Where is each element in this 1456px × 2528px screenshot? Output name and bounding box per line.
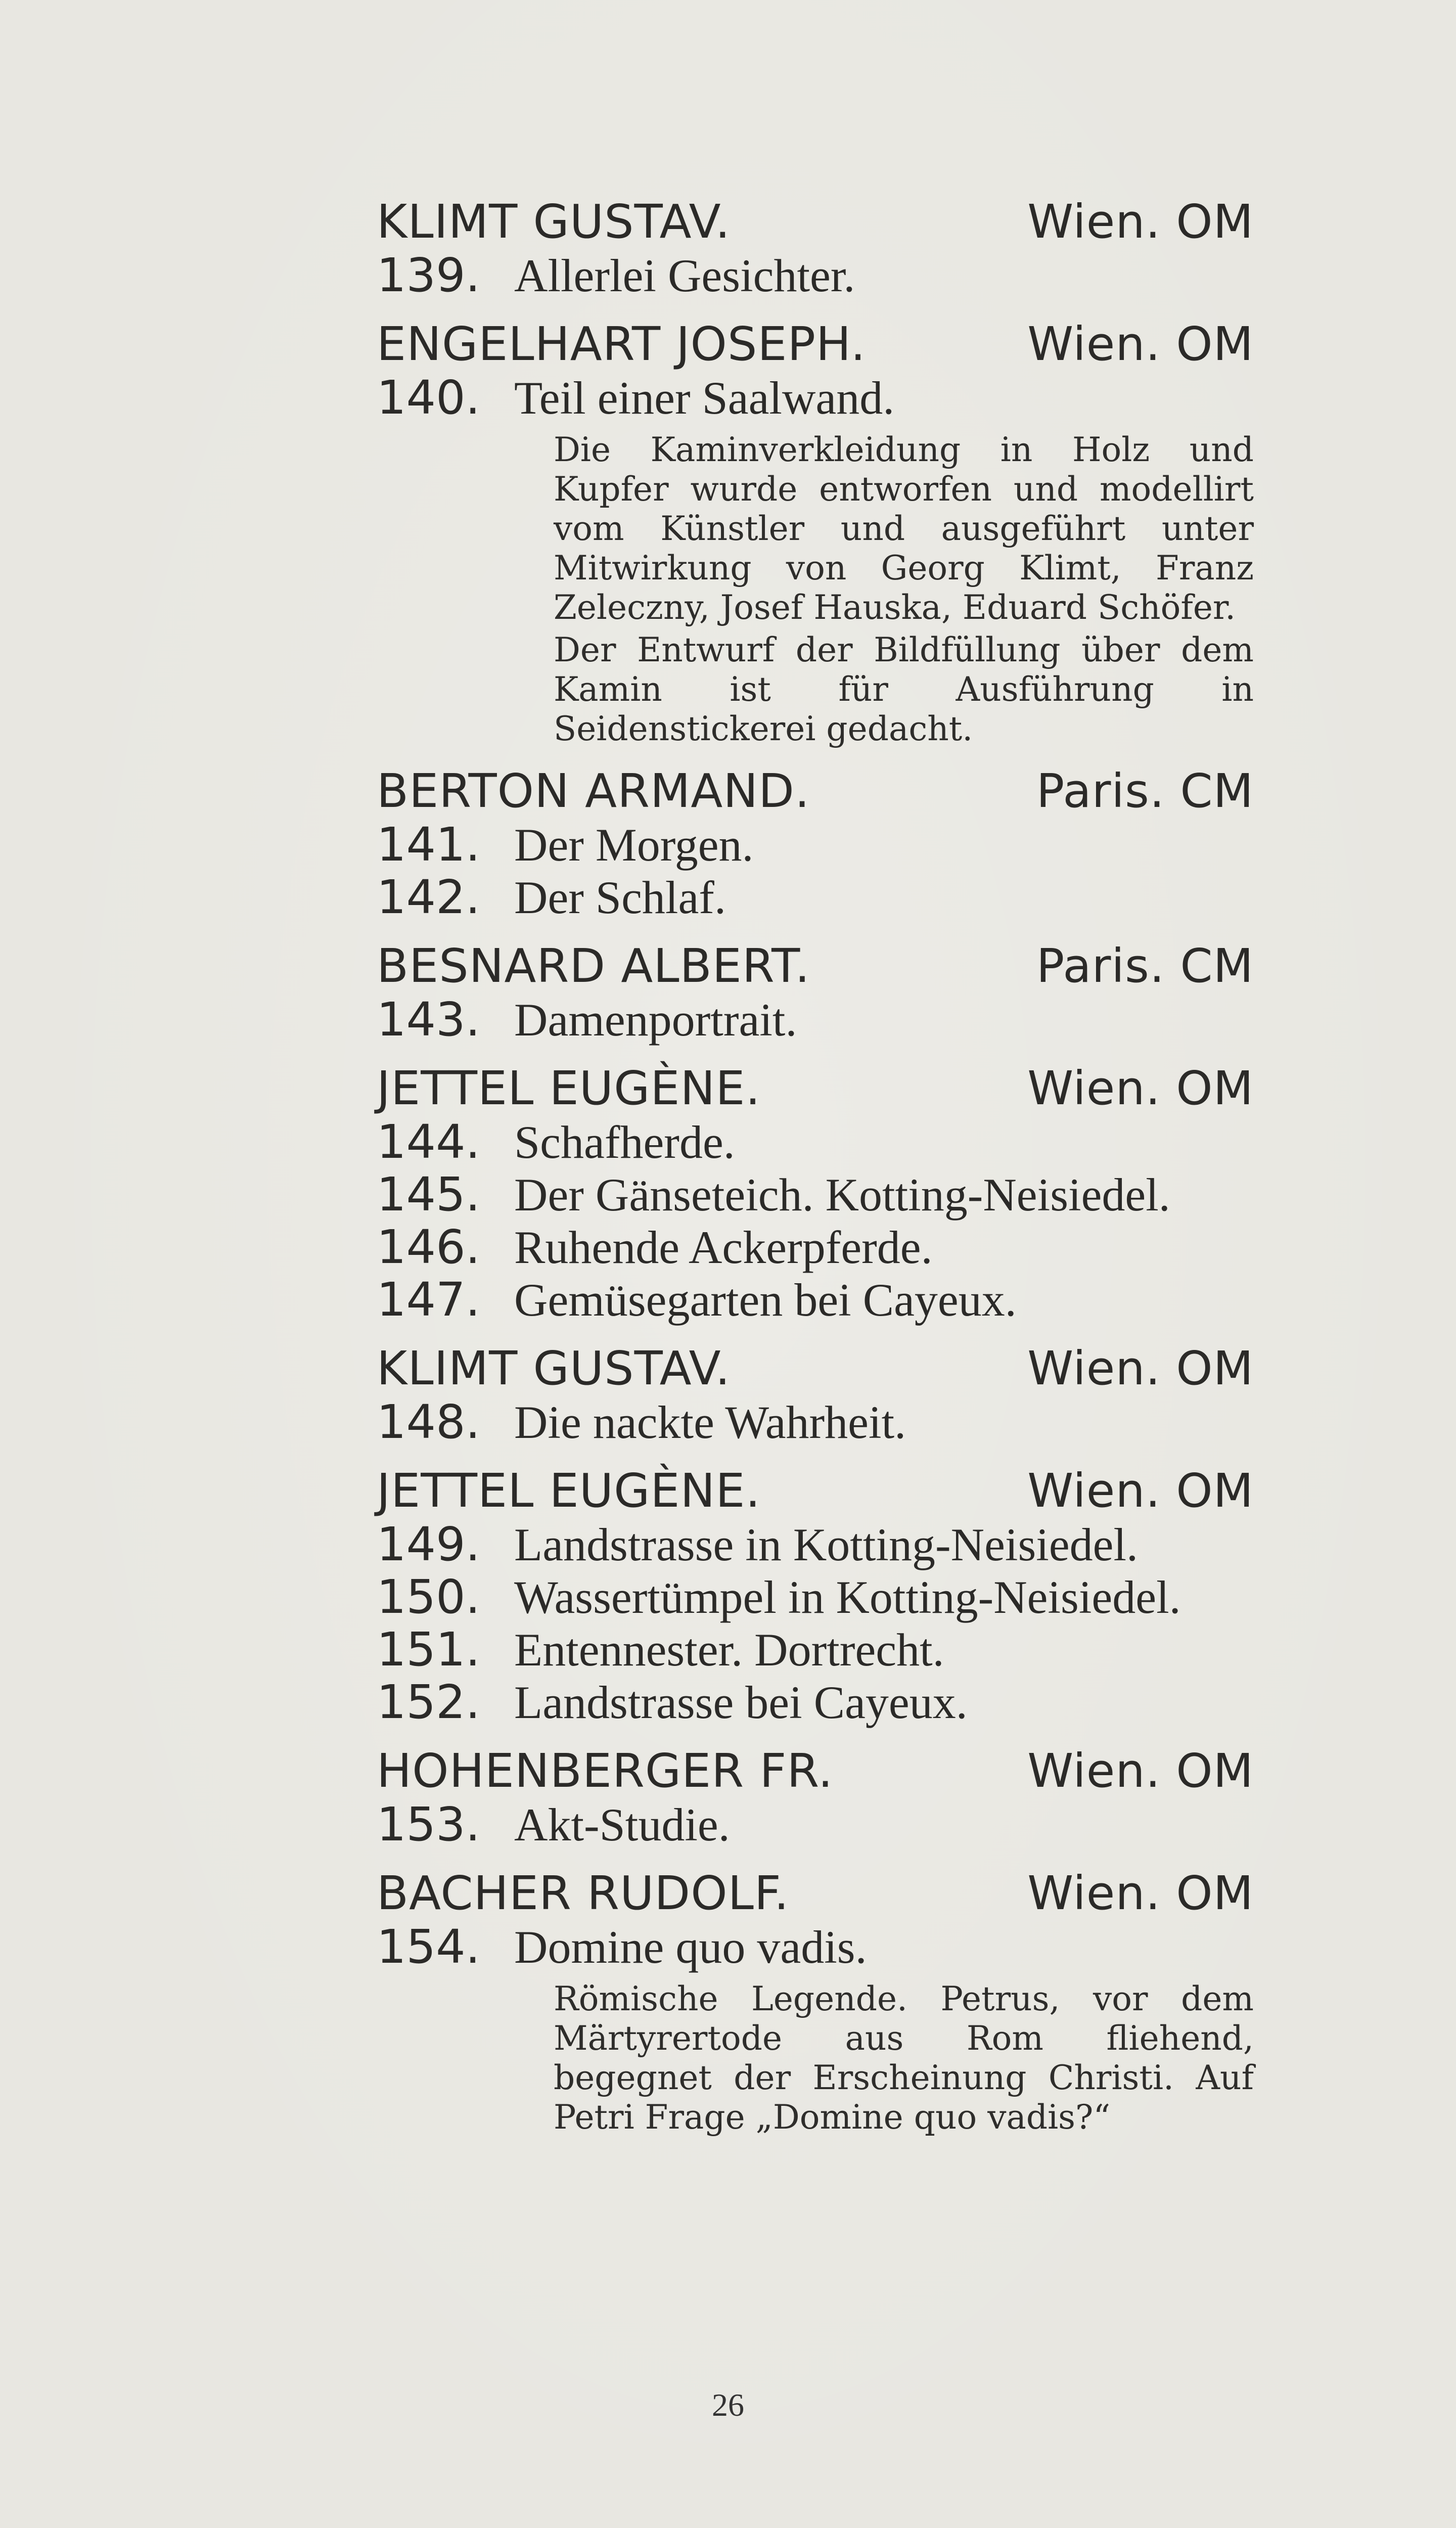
work-title: Der Morgen.: [514, 819, 754, 871]
catalog-number: 154.: [377, 1920, 480, 1974]
catalog-number: 145.: [377, 1167, 480, 1222]
catalog-item: [377, 1623, 1254, 1676]
artist-heading: [377, 1464, 1254, 1518]
artist-name: BACHER RUDOLF.: [377, 1866, 790, 1920]
catalog-item: [377, 1116, 1254, 1168]
artist-heading: [377, 1866, 1254, 1921]
catalog-number: 140.: [377, 371, 480, 425]
catalog-number: 143.: [377, 992, 480, 1047]
catalog-number: 146.: [377, 1220, 480, 1274]
description-paragraph: Römische Legende. Petrus, vor dem Märtyrertode aus Rom fliehend, begegnet der Erscheinung Christi. Auf Petri Frage „Domine quo vadis?“: [554, 1979, 1254, 2137]
catalog-item: [377, 1274, 1254, 1326]
description-paragraph: Die Kaminverkleidung in Holz und Kupfer wurde entworfen und modellirt vom Künstler und ausgeführt unter Mitwirkung von Georg Klimt, Franz Zeleczny, Josef Hauska, Eduard Schöfer.: [554, 430, 1254, 627]
catalog-number: 150.: [377, 1570, 480, 1624]
catalog-item: [377, 372, 1254, 424]
work-title: Ruhende Ackerpferde.: [514, 1222, 933, 1273]
description-paragraph: Der Entwurf der Bildfüllung über dem Kamin ist für Ausführung in Seidenstickerei gedacht.: [554, 630, 1254, 748]
catalog-item: [377, 994, 1254, 1046]
artist-location: Wien. OM: [1027, 317, 1254, 371]
work-title: Der Schlaf.: [514, 872, 726, 923]
work-title: Wassertümpel in Kotting-Neisiedel.: [514, 1571, 1181, 1623]
catalog-list: [377, 195, 1254, 2140]
artist-name: BESNARD ALBERT.: [377, 939, 810, 993]
page-number: 26: [712, 2387, 744, 2423]
artist-heading: [377, 764, 1254, 819]
catalog-number: 148.: [377, 1395, 480, 1449]
catalog-item: [377, 819, 1254, 871]
artist-name: JETTEL EUGÈNE.: [377, 1464, 761, 1518]
artist-name: KLIMT GUSTAV.: [377, 1341, 731, 1395]
catalog-number: 139.: [377, 248, 480, 302]
catalog-item: [377, 249, 1254, 302]
catalog-item: [377, 1798, 1254, 1851]
artist-name: BERTON ARMAND.: [377, 764, 810, 818]
artist-location: Wien. OM: [1027, 1061, 1254, 1115]
catalog-number: 153.: [377, 1797, 480, 1852]
work-title: Allerlei Gesichter.: [514, 250, 855, 301]
work-description: [554, 430, 1254, 749]
work-title: Die nackte Wahrheit.: [514, 1396, 906, 1448]
artist-name: HOHENBERGER FR.: [377, 1744, 834, 1798]
artist-name: ENGELHART JOSEPH.: [377, 317, 866, 371]
artist-heading: [377, 939, 1254, 994]
catalog-item: [377, 1221, 1254, 1274]
catalog-item: [377, 1921, 1254, 1973]
catalog-number: 152.: [377, 1675, 480, 1729]
catalog-item: [377, 1518, 1254, 1571]
catalog-item: [377, 1571, 1254, 1623]
artist-heading: [377, 317, 1254, 372]
work-title: Gemüsegarten bei Cayeux.: [514, 1274, 1017, 1326]
work-title: Entennester. Dortrecht.: [514, 1624, 944, 1676]
work-title: Landstrasse in Kotting-Neisiedel.: [514, 1519, 1139, 1570]
catalog-item: [377, 871, 1254, 924]
artist-heading: [377, 195, 1254, 249]
work-title: Akt-Studie.: [514, 1799, 730, 1850]
work-title: Landstrasse bei Cayeux.: [514, 1677, 968, 1728]
catalog-number: 151.: [377, 1622, 480, 1677]
artist-name: JETTEL EUGÈNE.: [377, 1061, 761, 1115]
artist-location: Wien. OM: [1027, 1341, 1254, 1395]
artist-location: Paris. CM: [1036, 764, 1254, 818]
artist-location: Wien. OM: [1027, 1744, 1254, 1798]
catalog-number: 147.: [377, 1273, 480, 1327]
work-title: Teil einer Saalwand.: [514, 372, 895, 424]
work-title: Domine quo vadis.: [514, 1921, 867, 1973]
work-title: Der Gänseteich. Kotting-Neisiedel.: [514, 1169, 1170, 1221]
artist-heading: [377, 1744, 1254, 1798]
catalog-item: [377, 1676, 1254, 1729]
catalog-item: [377, 1396, 1254, 1449]
catalog-number: 144.: [377, 1115, 480, 1169]
catalog-number: 149.: [377, 1517, 480, 1571]
work-description: [554, 1979, 1254, 2137]
artist-name: KLIMT GUSTAV.: [377, 195, 731, 249]
catalog-number: 141.: [377, 818, 480, 872]
artist-heading: [377, 1061, 1254, 1116]
artist-location: Paris. CM: [1036, 939, 1254, 993]
artist-location: Wien. OM: [1027, 195, 1254, 249]
catalog-item: [377, 1168, 1254, 1221]
work-title: Damenportrait.: [514, 994, 797, 1046]
artist-location: Wien. OM: [1027, 1464, 1254, 1518]
artist-location: Wien. OM: [1027, 1866, 1254, 1920]
artist-heading: [377, 1341, 1254, 1396]
catalog-number: 142.: [377, 870, 480, 924]
work-title: Schafherde.: [514, 1116, 735, 1168]
